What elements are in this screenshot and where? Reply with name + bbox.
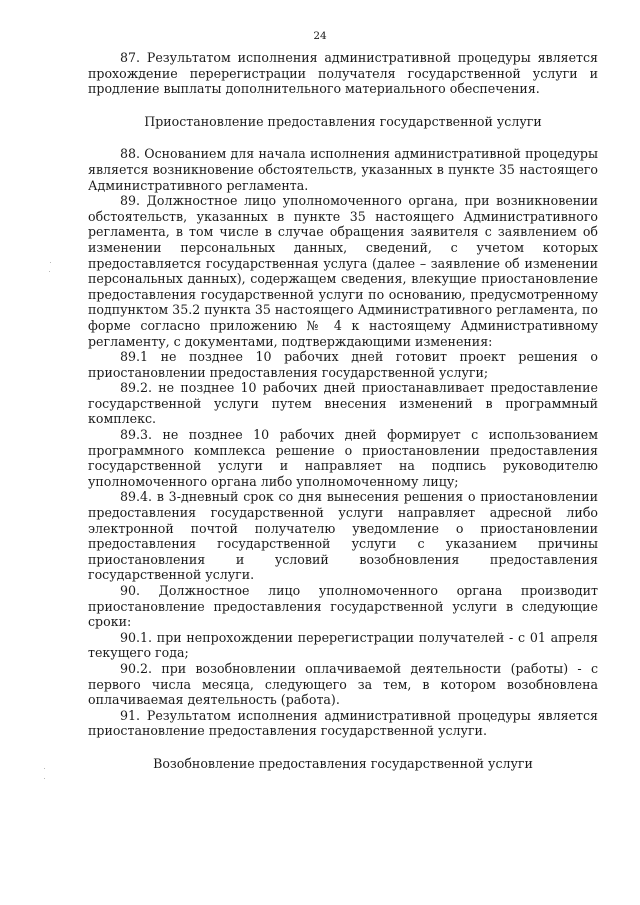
scan-speck <box>44 778 45 779</box>
paragraph-89: 89. Должностное лицо уполномоченного органа, при возникновении обстоятельств, указанных в пункте 35 настоящего Административного регламента, в том числе в случае обращения заявителя с заявлением об изменении персональных данных, сведений, с учетом которых предоставляется государственная услуга (далее – заявление об изменении персональных данных), содержащем сведения, влекущие приостановление предоставления государственной услуги по основанию, предусмотренному подпунктом 35.2 пункта 35 настоящего Административного регламента, по форме согласно приложению № 4 к настоящему Административному регламенту, с документами, подтверждающими изменения: <box>88 193 598 349</box>
page-number: 24 <box>313 30 327 42</box>
document-body <box>88 50 598 772</box>
scan-speck <box>44 768 45 769</box>
paragraph-89-2: 89.2. не позднее 10 рабочих дней приостанавливает предоставление государственной услуги путем внесения изменений в программный комплекс. <box>88 380 598 427</box>
scan-speck <box>49 271 50 272</box>
section-heading-suspension: Приостановление предоставления государственной услуги <box>144 113 542 129</box>
paragraph-90-2: 90.2. при возобновлении оплачиваемой деятельности (работы) - с первого числа месяца, следующего за тем, в котором возобновлена оплачиваемая деятельность (работа). <box>88 660 598 708</box>
paragraph-89-1: 89.1 не позднее 10 рабочих дней готовит проект решения о приостановлении предоставления государственной услуги; <box>88 349 598 380</box>
paragraph-89-4: 89.4. в 3-дневный срок со дня вынесения решения о приостановлении предоставления государственной услуги направляет адресной либо электронной почтой получателю уведомление о приостановлении предоставления государственной услуги с указанием причины приостановления и условий возобновления предоставления государственной услуги. <box>88 489 598 583</box>
paragraph-89-3: 89.3. не позднее 10 рабочих дней формирует с использованием программного комплекса решение о приостановлении предоставления государственной услуги и направляет на подпись руководителю уполномоченного органа либо уполномоченному лицу; <box>88 427 598 489</box>
paragraph-91: 91. Результатом исполнения административной процедуры является приостановление предоставления государственной услуги. <box>88 707 598 739</box>
paragraph-90-1: 90.1. при непрохождении перерегистрации получателей - с 01 апреля текущего года; <box>88 629 598 661</box>
paragraph-88: 88. Основанием для начала исполнения административной процедуры является возникновение обстоятельств, указанных в пункте 35 настоящего Административного регламента. <box>88 146 598 193</box>
section-heading-resumption: Возобновление предоставления государственной услуги <box>153 755 533 771</box>
paragraph-87: 87. Результатом исполнения административной процедуры является прохождение перерегистрации получателя государственной услуги и продление выплаты дополнительного материального обеспечения. <box>88 50 598 97</box>
paragraph-90: 90. Должностное лицо уполномоченного органа производит приостановление предоставления государственной услуги в следующие сроки: <box>88 583 598 630</box>
scan-speck <box>50 262 51 263</box>
